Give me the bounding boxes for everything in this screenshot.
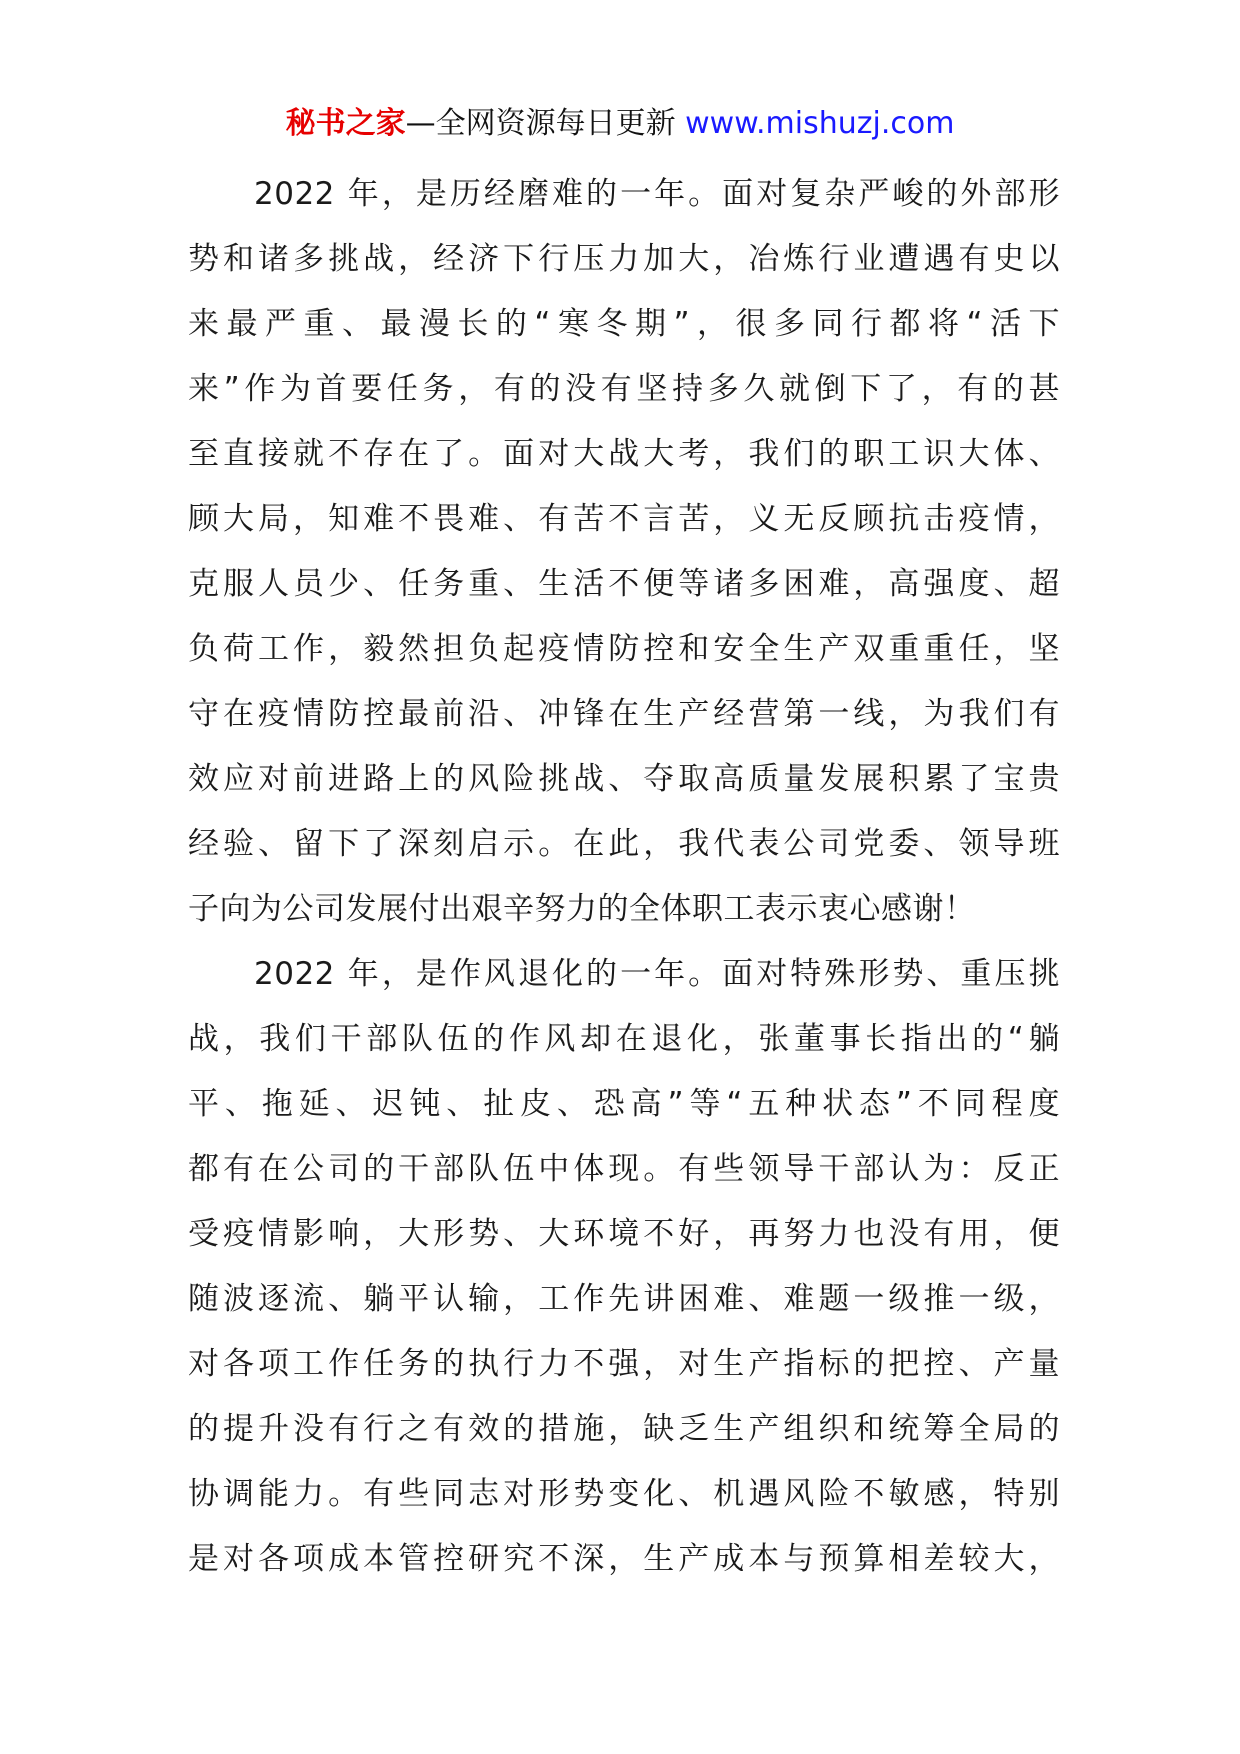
paragraph-line: 受疫情影响，大形势、大环境不好，再努力也没有用，便	[188, 1216, 1060, 1252]
paragraph-line: 战，我们干部队伍的作风却在退化，张董事长指出的“躺	[188, 1021, 1060, 1057]
paragraph-line: 克服人员少、任务重、生活不便等诸多困难，高强度、超	[188, 566, 1060, 602]
paragraph-line: 守在疫情防控最前沿、冲锋在生产经营第一线，为我们有	[188, 696, 1060, 732]
paragraph-line: 势和诸多挑战，经济下行压力加大，冶炼行业遭遇有史以	[188, 241, 1060, 277]
paragraph-2	[188, 942, 1060, 1592]
paragraph-line: 2022 年，是历经磨难的一年。面对复杂严峻的外部形	[254, 176, 1060, 212]
paragraph-line: 至直接就不存在了。面对大战大考，我们的职工识大体、	[188, 436, 1060, 472]
document-body	[188, 162, 1060, 1592]
paragraph-line: 都有在公司的干部队伍中体现。有些领导干部认为：反正	[188, 1151, 1060, 1187]
paragraph-line: 子向为公司发展付出艰辛努力的全体职工表示衷心感谢！	[188, 891, 976, 927]
paragraph-line: 来”作为首要任务，有的没有坚持多久就倒下了，有的甚	[188, 371, 1060, 407]
page-header	[0, 104, 1240, 144]
paragraph-line: 随波逐流、躺平认输，工作先讲困难、难题一级推一级，	[188, 1281, 1060, 1317]
paragraph-line: 平、拖延、迟钝、扯皮、恐高”等“五种状态”不同程度	[188, 1086, 1060, 1122]
paragraph-line: 2022 年，是作风退化的一年。面对特殊形势、重压挑	[254, 956, 1060, 992]
site-url-link[interactable]: www.mishuzj.com	[685, 106, 955, 141]
paragraph-line: 的提升没有行之有效的措施，缺乏生产组织和统筹全局的	[188, 1411, 1060, 1447]
paragraph-line: 来最严重、最漫长的“寒冬期”，很多同行都将“活下	[188, 306, 1060, 342]
paragraph-line: 对各项工作任务的执行力不强，对生产指标的把控、产量	[188, 1346, 1060, 1382]
paragraph-line: 经验、留下了深刻启示。在此，我代表公司党委、领导班	[188, 826, 1060, 862]
paragraph-line: 顾大局，知难不畏难、有苦不言苦，义无反顾抗击疫情，	[188, 501, 1060, 537]
paragraph-line: 效应对前进路上的风险挑战、夺取高质量发展积累了宝贵	[188, 761, 1060, 797]
brand-name: 秘书之家	[285, 106, 406, 141]
paragraph-line: 负荷工作，毅然担负起疫情防控和安全生产双重重任，坚	[188, 631, 1060, 667]
paragraph-1	[188, 162, 1060, 942]
paragraph-line: 是对各项成本管控研究不深，生产成本与预算相差较大，	[188, 1541, 1060, 1577]
header-tagline: —全网资源每日更新	[405, 106, 676, 141]
paragraph-line: 协调能力。有些同志对形势变化、机遇风险不敏感，特别	[188, 1476, 1060, 1512]
